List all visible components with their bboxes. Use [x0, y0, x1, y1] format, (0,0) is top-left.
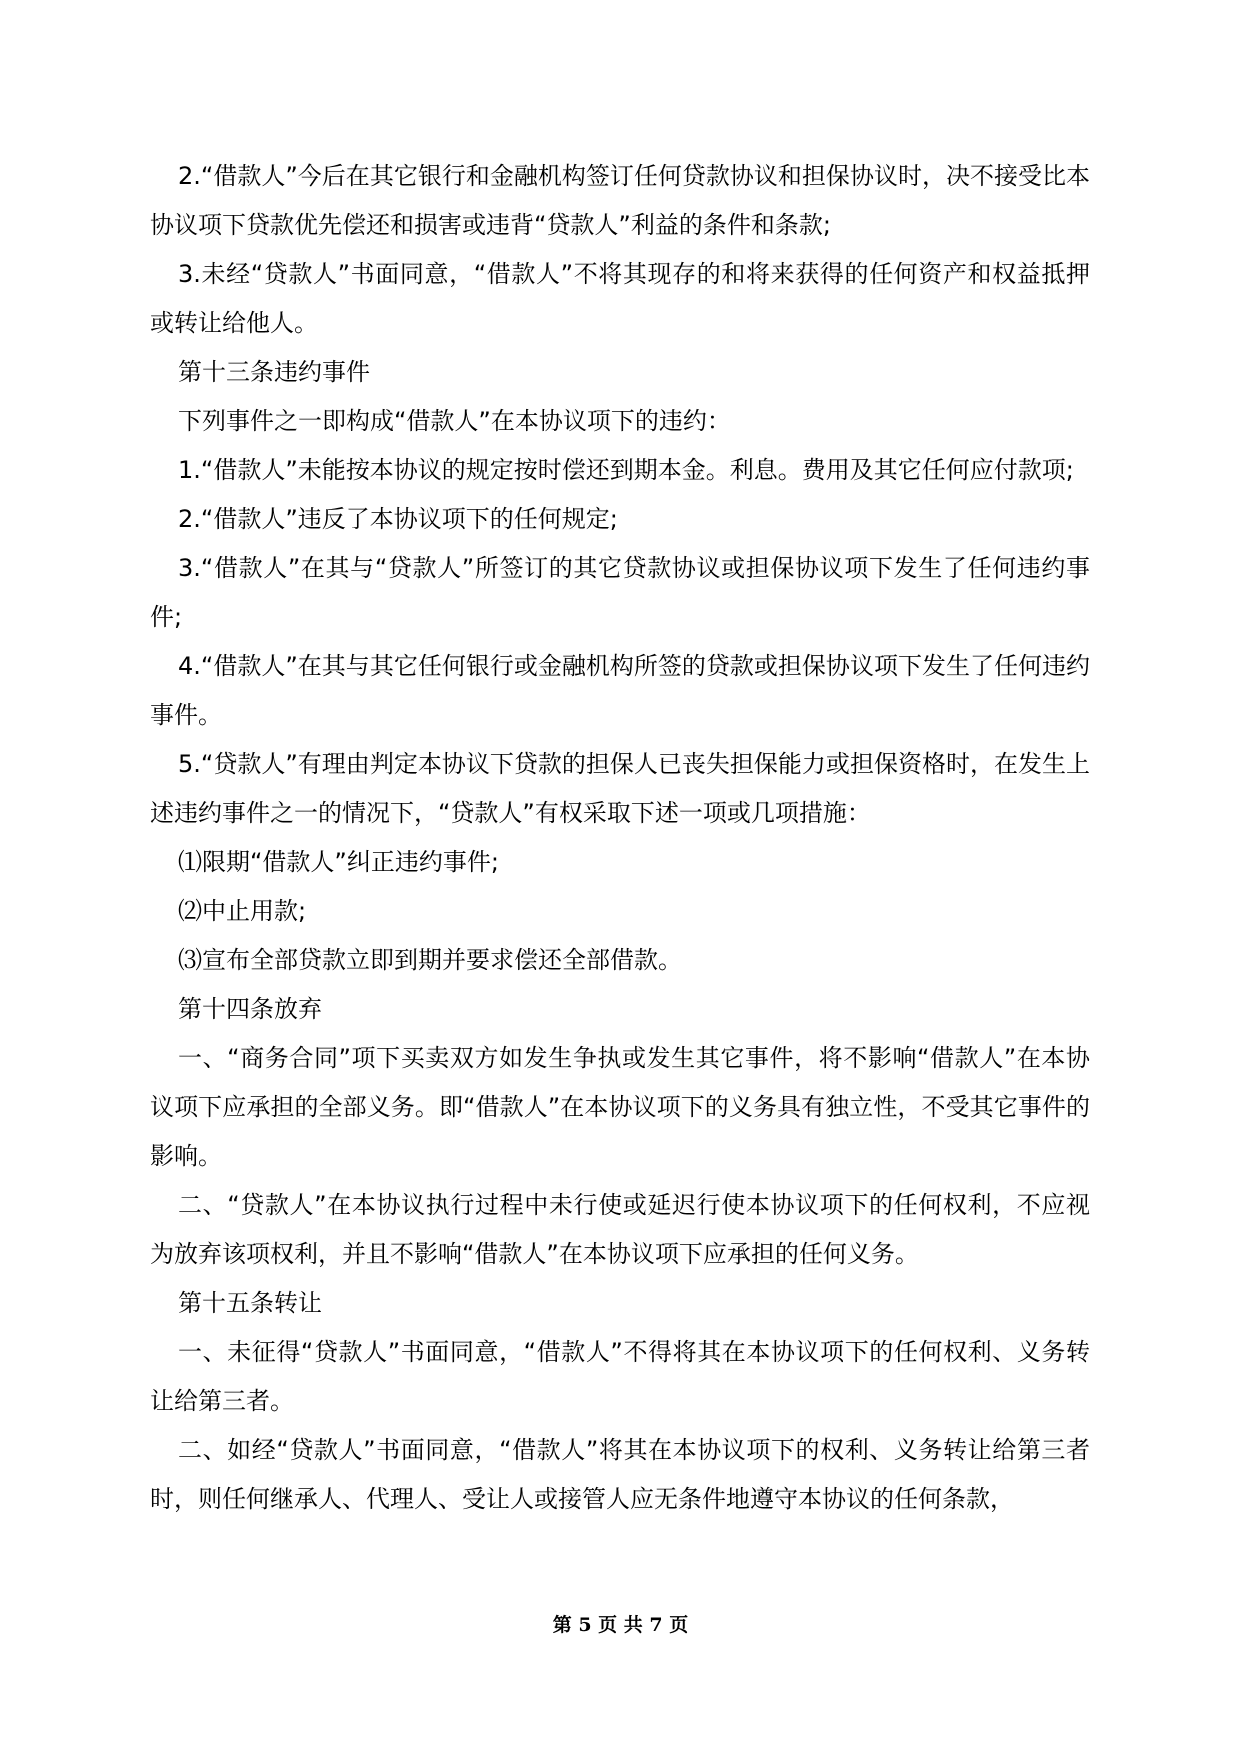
section-heading: 第十三条违约事件	[178, 358, 370, 386]
paragraph: 2.“借款人”违反了本协议项下的任何规定;	[178, 505, 618, 533]
paragraph: ⑴限期“借款人”纠正违约事件;	[178, 848, 499, 876]
paragraph: 3.“借款人”在其与“贷款人”所签订的其它贷款协议或担保协议项下发生了任何违约事件;	[150, 554, 1090, 631]
page-number-footer: 第 5 页 共 7 页	[552, 1614, 689, 1636]
paragraph: 一、“商务合同”项下买卖双方如发生争执或发生其它事件，将不影响“借款人”在本协议项下应承担的全部义务。即“借款人”在本协议项下的义务具有独立性，不受其它事件的影响。	[150, 1044, 1090, 1170]
paragraph: 二、如经“贷款人”书面同意，“借款人”将其在本协议项下的权利、义务转让给第三者时，则任何继承人、代理人、受让人或接管人应无条件地遵守本协议的任何条款，	[150, 1436, 1090, 1513]
paragraph: ⑶宣布全部贷款立即到期并要求偿还全部借款。	[178, 946, 682, 974]
paragraph: 下列事件之一即构成“借款人”在本协议项下的违约：	[178, 407, 731, 435]
section-heading: 第十五条转让	[178, 1289, 322, 1317]
paragraph: 二、“贷款人”在本协议执行过程中未行使或延迟行使本协议项下的任何权利，不应视为放弃该项权利，并且不影响“借款人”在本协议项下应承担的任何义务。	[150, 1191, 1090, 1268]
paragraph: 4.“借款人”在其与其它任何银行或金融机构所签的贷款或担保协议项下发生了任何违约事件。	[150, 652, 1090, 729]
paragraph: 5.“贷款人”有理由判定本协议下贷款的担保人已丧失担保能力或担保资格时，在发生上述违约事件之一的情况下，“贷款人”有权采取下述一项或几项措施：	[150, 750, 1090, 827]
paragraph: ⑵中止用款;	[178, 897, 307, 925]
paragraph: 1.“借款人”未能按本协议的规定按时偿还到期本金。利息。费用及其它任何应付款项;	[178, 456, 1074, 484]
paragraph: 3.未经“贷款人”书面同意，“借款人”不将其现存的和将来获得的任何资产和权益抵押或转让给他人。	[150, 260, 1090, 337]
section-heading: 第十四条放弃	[178, 995, 322, 1023]
paragraph: 2.“借款人”今后在其它银行和金融机构签订任何贷款协议和担保协议时，决不接受比本协议项下贷款优先偿还和损害或违背“贷款人”利益的条件和条款;	[150, 162, 1090, 239]
document-body	[150, 152, 1090, 1524]
paragraph: 一、未征得“贷款人”书面同意，“借款人”不得将其在本协议项下的任何权利、义务转让给第三者。	[150, 1338, 1090, 1415]
